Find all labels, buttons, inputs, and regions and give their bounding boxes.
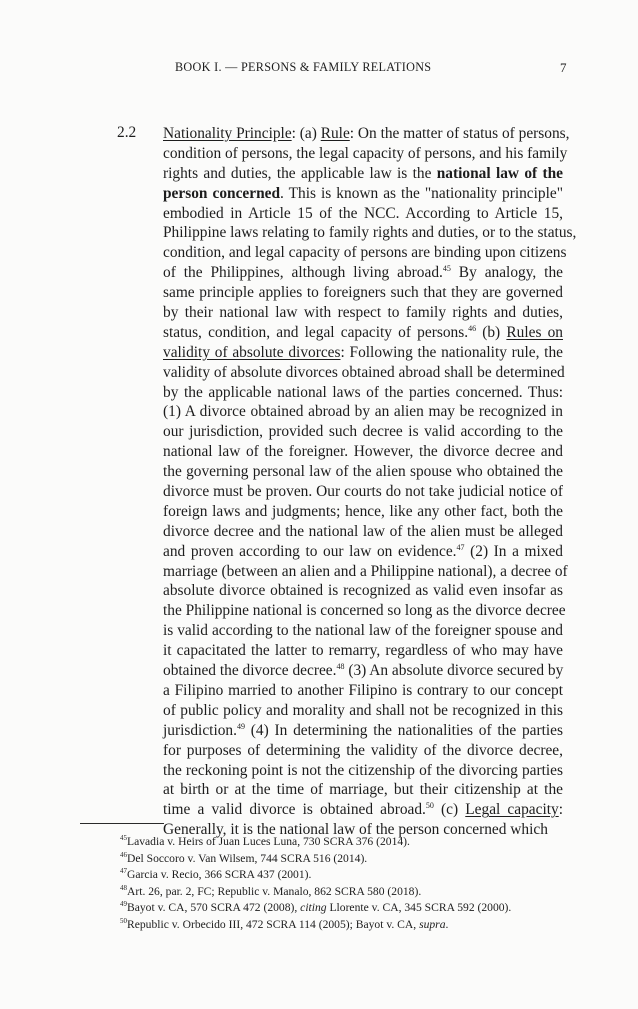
body-line: [163, 124, 570, 144]
text-fragment: By analogy, the: [450, 264, 563, 282]
footnote-text: Bayot v. CA, 570 SCRA 472 (2008),: [127, 901, 301, 915]
footnote-divider: [80, 823, 164, 824]
body-line: [163, 323, 563, 343]
text-fragment: : On the matter of status of persons,: [349, 125, 570, 142]
footnote-italic: citing: [300, 901, 327, 915]
body-line: it capacitated the latter to remarry, regardless of who may have: [163, 642, 563, 660]
body-line: by the applicable national laws of the parties concerned. Thus:: [163, 383, 563, 401]
text-fragment: (4) In determining the nationalities of the parties: [244, 721, 563, 739]
body-line: validity of absolute divorces obtained abroad shall be determined: [163, 363, 565, 381]
body-line: [163, 721, 563, 741]
text-fragment: (c): [433, 801, 466, 819]
footnotes: [120, 834, 560, 934]
text-fragment: of the Philippines, although living abroad.: [163, 264, 443, 282]
footnote-number: 48: [120, 883, 127, 892]
footnote-text: Art. 26, par. 2, FC; Republic v. Manalo, 862 SCRA 580 (2018).: [127, 884, 422, 898]
bold-text: national law of the: [436, 164, 563, 182]
body-line: embodied in Article 15 of the NCC. According to Article 15,: [163, 204, 563, 222]
footnote-ref: 50: [425, 801, 434, 811]
body-line: marriage (between an alien and a Philippine national), a decree of: [163, 562, 568, 580]
heading-legal-capacity: Legal capacity: [465, 801, 559, 819]
text-fragment: (3) An absolute divorce secured by: [344, 662, 564, 680]
bold-text: person concerned: [163, 184, 281, 202]
heading-validity-divorces: validity of absolute divorces: [163, 343, 341, 361]
text-fragment: (2) In a mixed: [464, 542, 564, 560]
footnote-text: Garcia v. Recio, 366 SCRA 437 (2001).: [127, 868, 312, 882]
footnote-number: 49: [120, 900, 127, 909]
text-fragment: : Following the nationality rule, the: [340, 343, 563, 361]
page-number: 7: [560, 60, 567, 75]
body-line: the reckoning point is not the citizenship of the divorcing parties: [163, 761, 563, 779]
body-line: same principle applies to foreigners such that they are governed: [163, 284, 563, 302]
footnote-text: Del Soccoro v. Van Wilsem, 744 SCRA 516 (2014).: [127, 851, 368, 865]
body-line: at birth or at the time of marriage, but their citizenship at the: [163, 781, 563, 799]
body-line: a Filipino married to another Filipino is contrary to our concept: [163, 681, 563, 699]
section-number: 2.2: [117, 124, 137, 141]
footnote-number: 47: [120, 867, 127, 876]
text-fragment: rights and duties, the applicable law is the: [163, 164, 432, 182]
footnote-text: .: [445, 917, 449, 931]
footnote-number: 46: [120, 850, 127, 859]
body-line: the governing personal law of the alien spouse who obtained the: [163, 463, 563, 481]
heading-nationality-principle: Nationality Principle: [163, 125, 292, 142]
footnote-ref: 45: [442, 264, 451, 274]
text-fragment: and proven according to our law on evidence.: [163, 542, 457, 560]
footnote-ref: 47: [456, 542, 465, 552]
body-line: [163, 263, 563, 283]
footnote-text: Lavadia v. Heirs of Juan Luces Luna, 730 SCRA 376 (2014).: [127, 835, 410, 848]
text-fragment: jurisdiction.: [163, 721, 237, 739]
body-line: Philippine laws relating to family rights and duties, or to the status,: [163, 224, 577, 242]
body-line: our jurisdiction, provided such decree is valid according to the: [163, 423, 563, 441]
text-fragment: (b): [476, 323, 507, 341]
body-line: condition, and legal capacity of persons are binding upon citizens: [163, 244, 567, 262]
section-body: [163, 124, 577, 840]
body-line: divorce decree and the national law of the alien must be alleged: [163, 522, 563, 540]
footnote-item: [120, 851, 560, 868]
body-line: national law of the foreigner. However, the divorce decree and: [163, 443, 563, 461]
running-head-title: BOOK I. — PERSONS & FAMILY RELATIONS: [175, 60, 432, 74]
footnote-ref: 46: [468, 323, 477, 333]
text-fragment: status, condition, and legal capacity of persons.: [163, 323, 469, 341]
text-fragment: time a valid divorce is obtained abroad.: [163, 801, 426, 819]
body-line: (1) A divorce obtained abroad by an alien may be recognized in: [163, 403, 563, 421]
text-fragment: :: [558, 801, 563, 819]
heading-rule: Rule: [320, 125, 350, 142]
body-line: condition of persons, the legal capacity of persons, and his family: [163, 144, 568, 162]
footnote-text: Republic v. Orbecido III, 472 SCRA 114 (2005); Bayot v. CA,: [127, 917, 420, 931]
body-line: the Philippine national is concerned so long as the divorce decree: [163, 602, 566, 620]
body-line: [163, 164, 563, 184]
body-line: [163, 184, 563, 204]
footnote-italic: supra: [419, 917, 446, 931]
body-line: foreign laws and judgments; hence, like any other fact, both the: [163, 502, 563, 520]
footnote-item: [120, 917, 560, 934]
text-fragment: obtained the divorce decree.: [163, 662, 337, 680]
footnote-text: Llorente v. CA, 345 SCRA 592 (2000).: [326, 901, 512, 915]
body-line: [163, 661, 563, 681]
text-fragment: : (a): [291, 125, 321, 142]
body-line: divorce must be proven. Our courts do not take judicial notice of: [163, 483, 563, 501]
body-line: for purposes of determining the validity of the divorce decree,: [163, 741, 563, 759]
text-fragment: . This is known as the "nationality principle": [280, 184, 564, 202]
body-line: [163, 542, 563, 562]
footnote-item: [120, 867, 560, 884]
body-line: by their national law with respect to family rights and duties,: [163, 304, 563, 322]
footnote-number: 45: [120, 834, 127, 842]
body-line: absolute divorce obtained is recognized as valid even insofar as: [163, 582, 563, 600]
footnote-item: [120, 900, 560, 917]
body-line: is valid according to the national law of the foreigner spouse and: [163, 622, 563, 640]
footnote-number: 50: [120, 916, 127, 925]
body-line: [163, 800, 563, 820]
running-header: [0, 60, 638, 80]
footnote-item: [120, 834, 560, 851]
body-line: of public policy and morality and shall not be recognized in this: [163, 701, 563, 719]
heading-rules-on: Rules on: [506, 323, 564, 341]
footnote-ref: 49: [236, 721, 245, 731]
body-line: Generally, it is the national law of the person concerned which: [163, 821, 548, 839]
footnote-ref: 48: [336, 662, 345, 672]
body-line: [163, 343, 563, 363]
footnote-item: [120, 884, 560, 901]
